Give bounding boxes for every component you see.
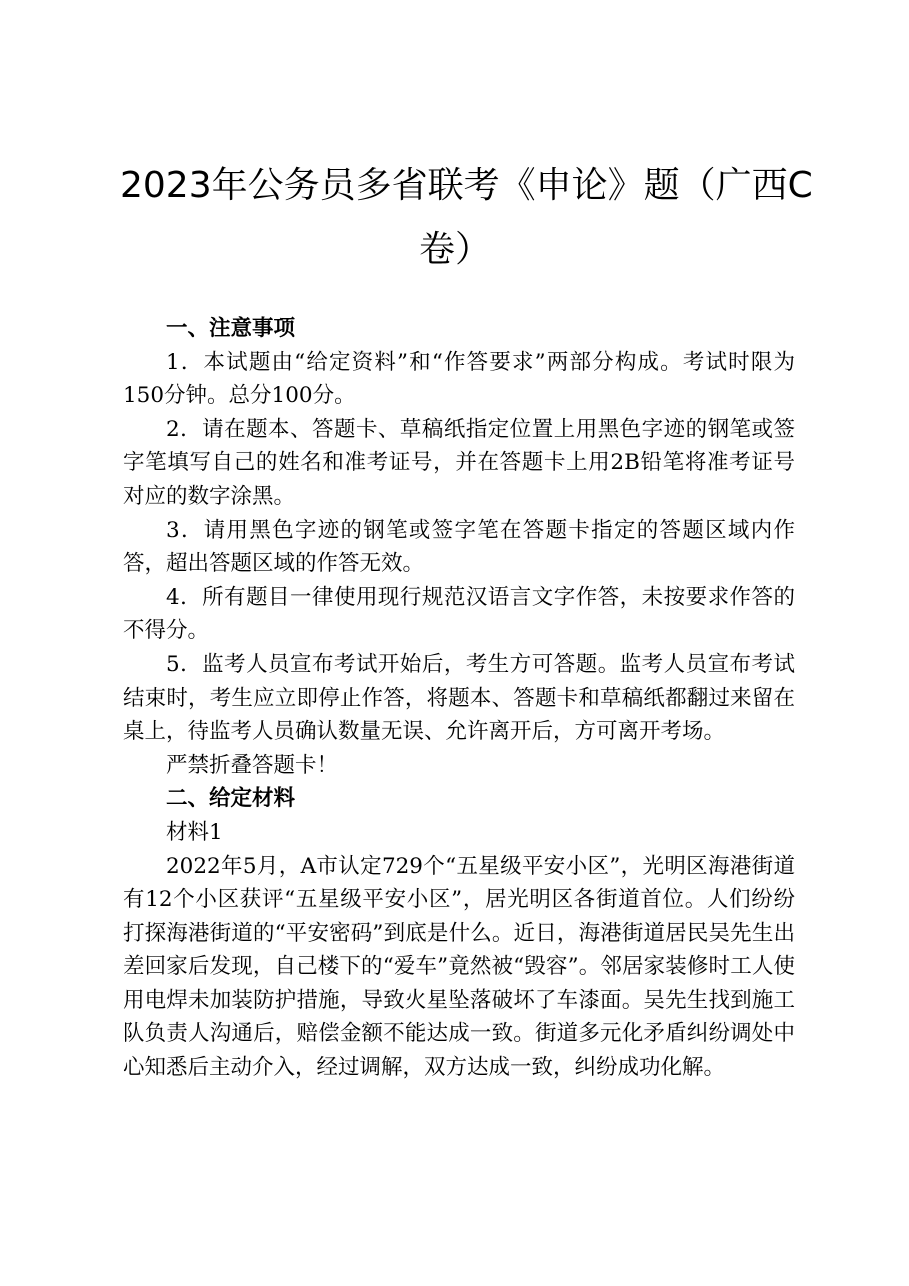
section-heading-materials: 二、给定材料 [166, 786, 296, 812]
note-paragraph-5: 5．监考人员宣布考试开始后，考生方可答题。监考人员宣布考试结束时，考生应立即停止作答，将题本、答题卡和草稿纸都翻过来留在桌上，待监考人员确认数量无误、允许离开后，方可离开考场。 [123, 651, 795, 745]
note-paragraph-3: 3．请用黑色字迹的钢笔或签字笔在答题卡指定的答题区域内作答，超出答题区域的作答无效。 [123, 517, 795, 577]
note-paragraph-4: 4．所有题目一律使用现行规范汉语言文字作答，未按要求作答的不得分。 [123, 584, 795, 644]
material-paragraph: 2022年5月，A市认定729个“五星级平安小区”，光明区海港街道有12个小区获评“五星级平安小区”，居光明区各街道首位。人们纷纷打探海港街道的“平安密码”到底是什么。近日，海港街道居民吴先生出差回家后发现，自己楼下的“爱车”竟然被“毁容”。邻居家装修时工人使用电焊未加装防护措施，导致火星坠落破坏了车漆面。吴先生找到施工队负责人沟通后，赔偿金额不能达成一致。街道多元化矛盾纠纷调处中心知悉后主动介入，经过调解，双方达成一致，纠纷成功化解。 [123, 853, 795, 1081]
material-label: 材料1 [166, 819, 223, 845]
note-paragraph-1: 1．本试题由“给定资料”和“作答要求”两部分构成。考试时限为150分钟。总分100分。 [123, 349, 795, 409]
document-body [123, 312, 795, 1085]
note-paragraph-2: 2．请在题本、答题卡、草稿纸指定位置上用黑色字迹的钢笔或签字笔填写自己的姓名和准考证号，并在答题卡上用2B铅笔将准考证号对应的数字涂黑。 [123, 416, 795, 509]
document-title-line1: 2023年公务员多省联考《申论》题（广西C [120, 165, 813, 206]
section-heading-notes: 一、注意事项 [166, 316, 296, 341]
warning-text: 严禁折叠答题卡！ [166, 752, 339, 778]
document-title-line2: 卷） [418, 229, 491, 270]
